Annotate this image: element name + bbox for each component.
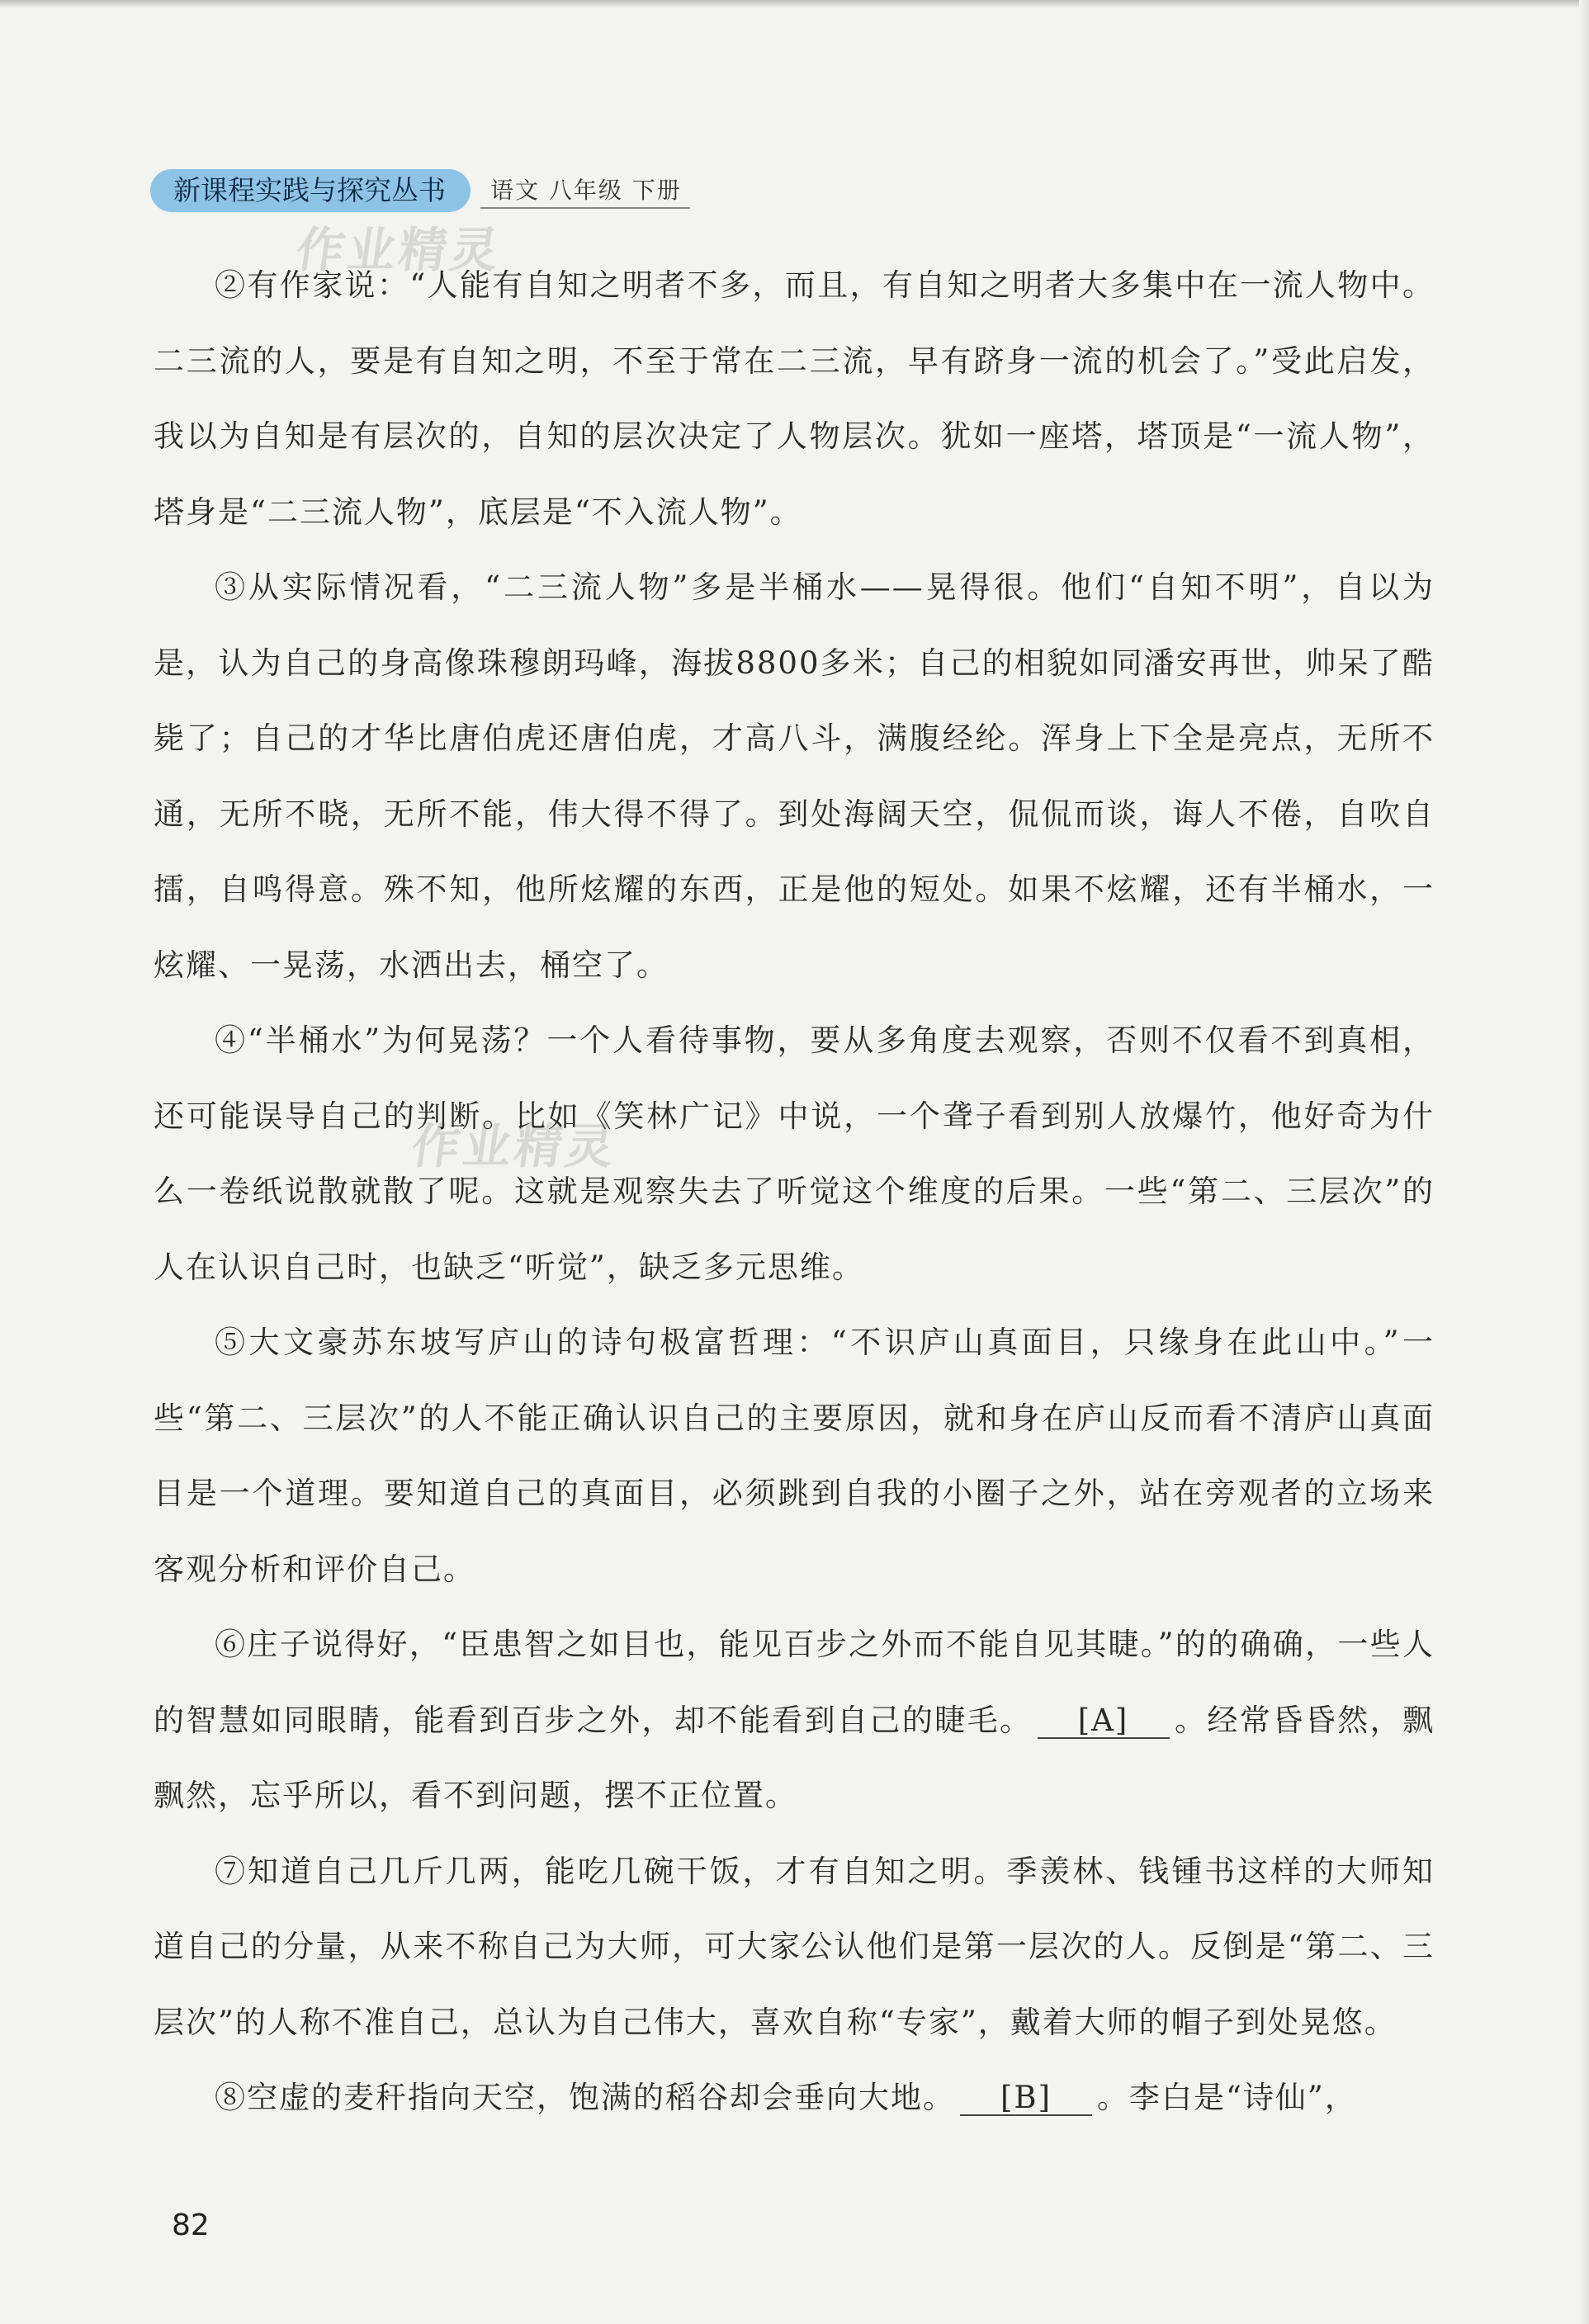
- page-number: 82: [172, 2208, 210, 2242]
- paragraph-5: ⑤大文豪苏东坡写庐山的诗句极富哲理：“不识庐山真面目，只缘身在此山中。”一些“第二、三层次”的人不能正确认识自己的主要原因，就和身在庐山反而看不清庐山真面目是一个道理。要知道自己的真面目，必须跳到自我的小圈子之外，站在旁观者的立场来客观分析和评价自己。: [154, 1325, 1435, 1587]
- paragraph-4: ④“半桶水”为何晃荡？一个人看待事物，要从多角度去观察，否则不仅看不到真相，还可能误导自己的判断。比如《笑林广记》中说，一个聋子看到别人放爆竹，他好奇为什么一卷纸说散就散了呢。这就是观察失去了听觉这个维度的后果。一些“第二、三层次”的人在认识自己时，也缺乏“听觉”，缺乏多元思维。: [154, 1023, 1435, 1285]
- scan-right-edge: [1579, 0, 1589, 2324]
- scan-top-shadow: [0, 0, 1589, 8]
- paragraph-8-text-before: ⑧空虚的麦秆指向天空，饱满的稻谷却会垂向大地。: [215, 2080, 955, 2115]
- series-title-badge: 新课程实践与探究丛书: [150, 169, 471, 212]
- paragraph-3: ③从实际情况看，“二三流人物”多是半桶水——晃得很。他们“自知不明”，自以为是，认为自己的身高像珠穆朗玛峰，海拔8800多米；自己的相貌如同潘安再世，帅呆了酷毙了；自己的才华比唐伯虎还唐伯虎，才高八斗，满腹经纶。浑身上下全是亮点，无所不通，无所不晓，无所不能，伟大得不得了。到处海阔天空，侃侃而谈，诲人不倦，自吹自擂，自鸣得意。殊不知，他所炫耀的东西，正是他的短处。如果不炫耀，还有半桶水，一炫耀、一晃荡，水洒出去，桶空了。: [154, 569, 1435, 983]
- paragraph-8: [154, 2060, 1435, 2136]
- fill-blank-a[interactable]: [A]: [1038, 1704, 1170, 1739]
- paragraph-2: ②有作家说：“人能有自知之明者不多，而且，有自知之明者大多集中在一流人物中。二三流的人，要是有自知之明，不至于常在二三流，早有跻身一流的机会了。”受此启发，我以为自知是有层次的，自知的层次决定了人物层次。犹如一座塔，塔顶是“一流人物”，塔身是“二三流人物”，底层是“不入流人物”。: [154, 267, 1435, 530]
- paragraph-8-text-after: 。李白是“诗仙”，: [1097, 2080, 1357, 2115]
- paragraph-7: ⑦知道自己几斤几两，能吃几碗干饭，才有自知之明。季羡林、钱锺书这样的大师知道自己的分量，从来不称自己为大师，可大家公认他们是第一层次的人。反倒是“第二、三层次”的人称不准自己，总认为自己伟大，喜欢自称“专家”，戴着大师的帽子到处晃悠。: [154, 1853, 1435, 2040]
- fill-blank-b[interactable]: [B]: [960, 2081, 1092, 2116]
- page-header: [150, 168, 690, 213]
- article-body: [154, 248, 1435, 2136]
- paragraph-6: [154, 1607, 1435, 1834]
- watermark-logo: 作业精灵: [292, 222, 506, 278]
- watermark-logo: 作业精灵: [408, 1118, 622, 1174]
- paragraph-6-text-before: ⑥庄子说得好，“臣患智之如目也，能见百步之外而不能自见其睫。”的的确确，一些人的智慧如同眼睛，能看到百步之外，却不能看到自己的睫毛。: [154, 1627, 1435, 1738]
- paragraph-6-text-after: 。经常昏昏然，飘飘然，忘乎所以，看不到问题，摆不正位置。: [154, 1702, 1435, 1813]
- grade-info: 语文 八年级 下册: [480, 172, 690, 209]
